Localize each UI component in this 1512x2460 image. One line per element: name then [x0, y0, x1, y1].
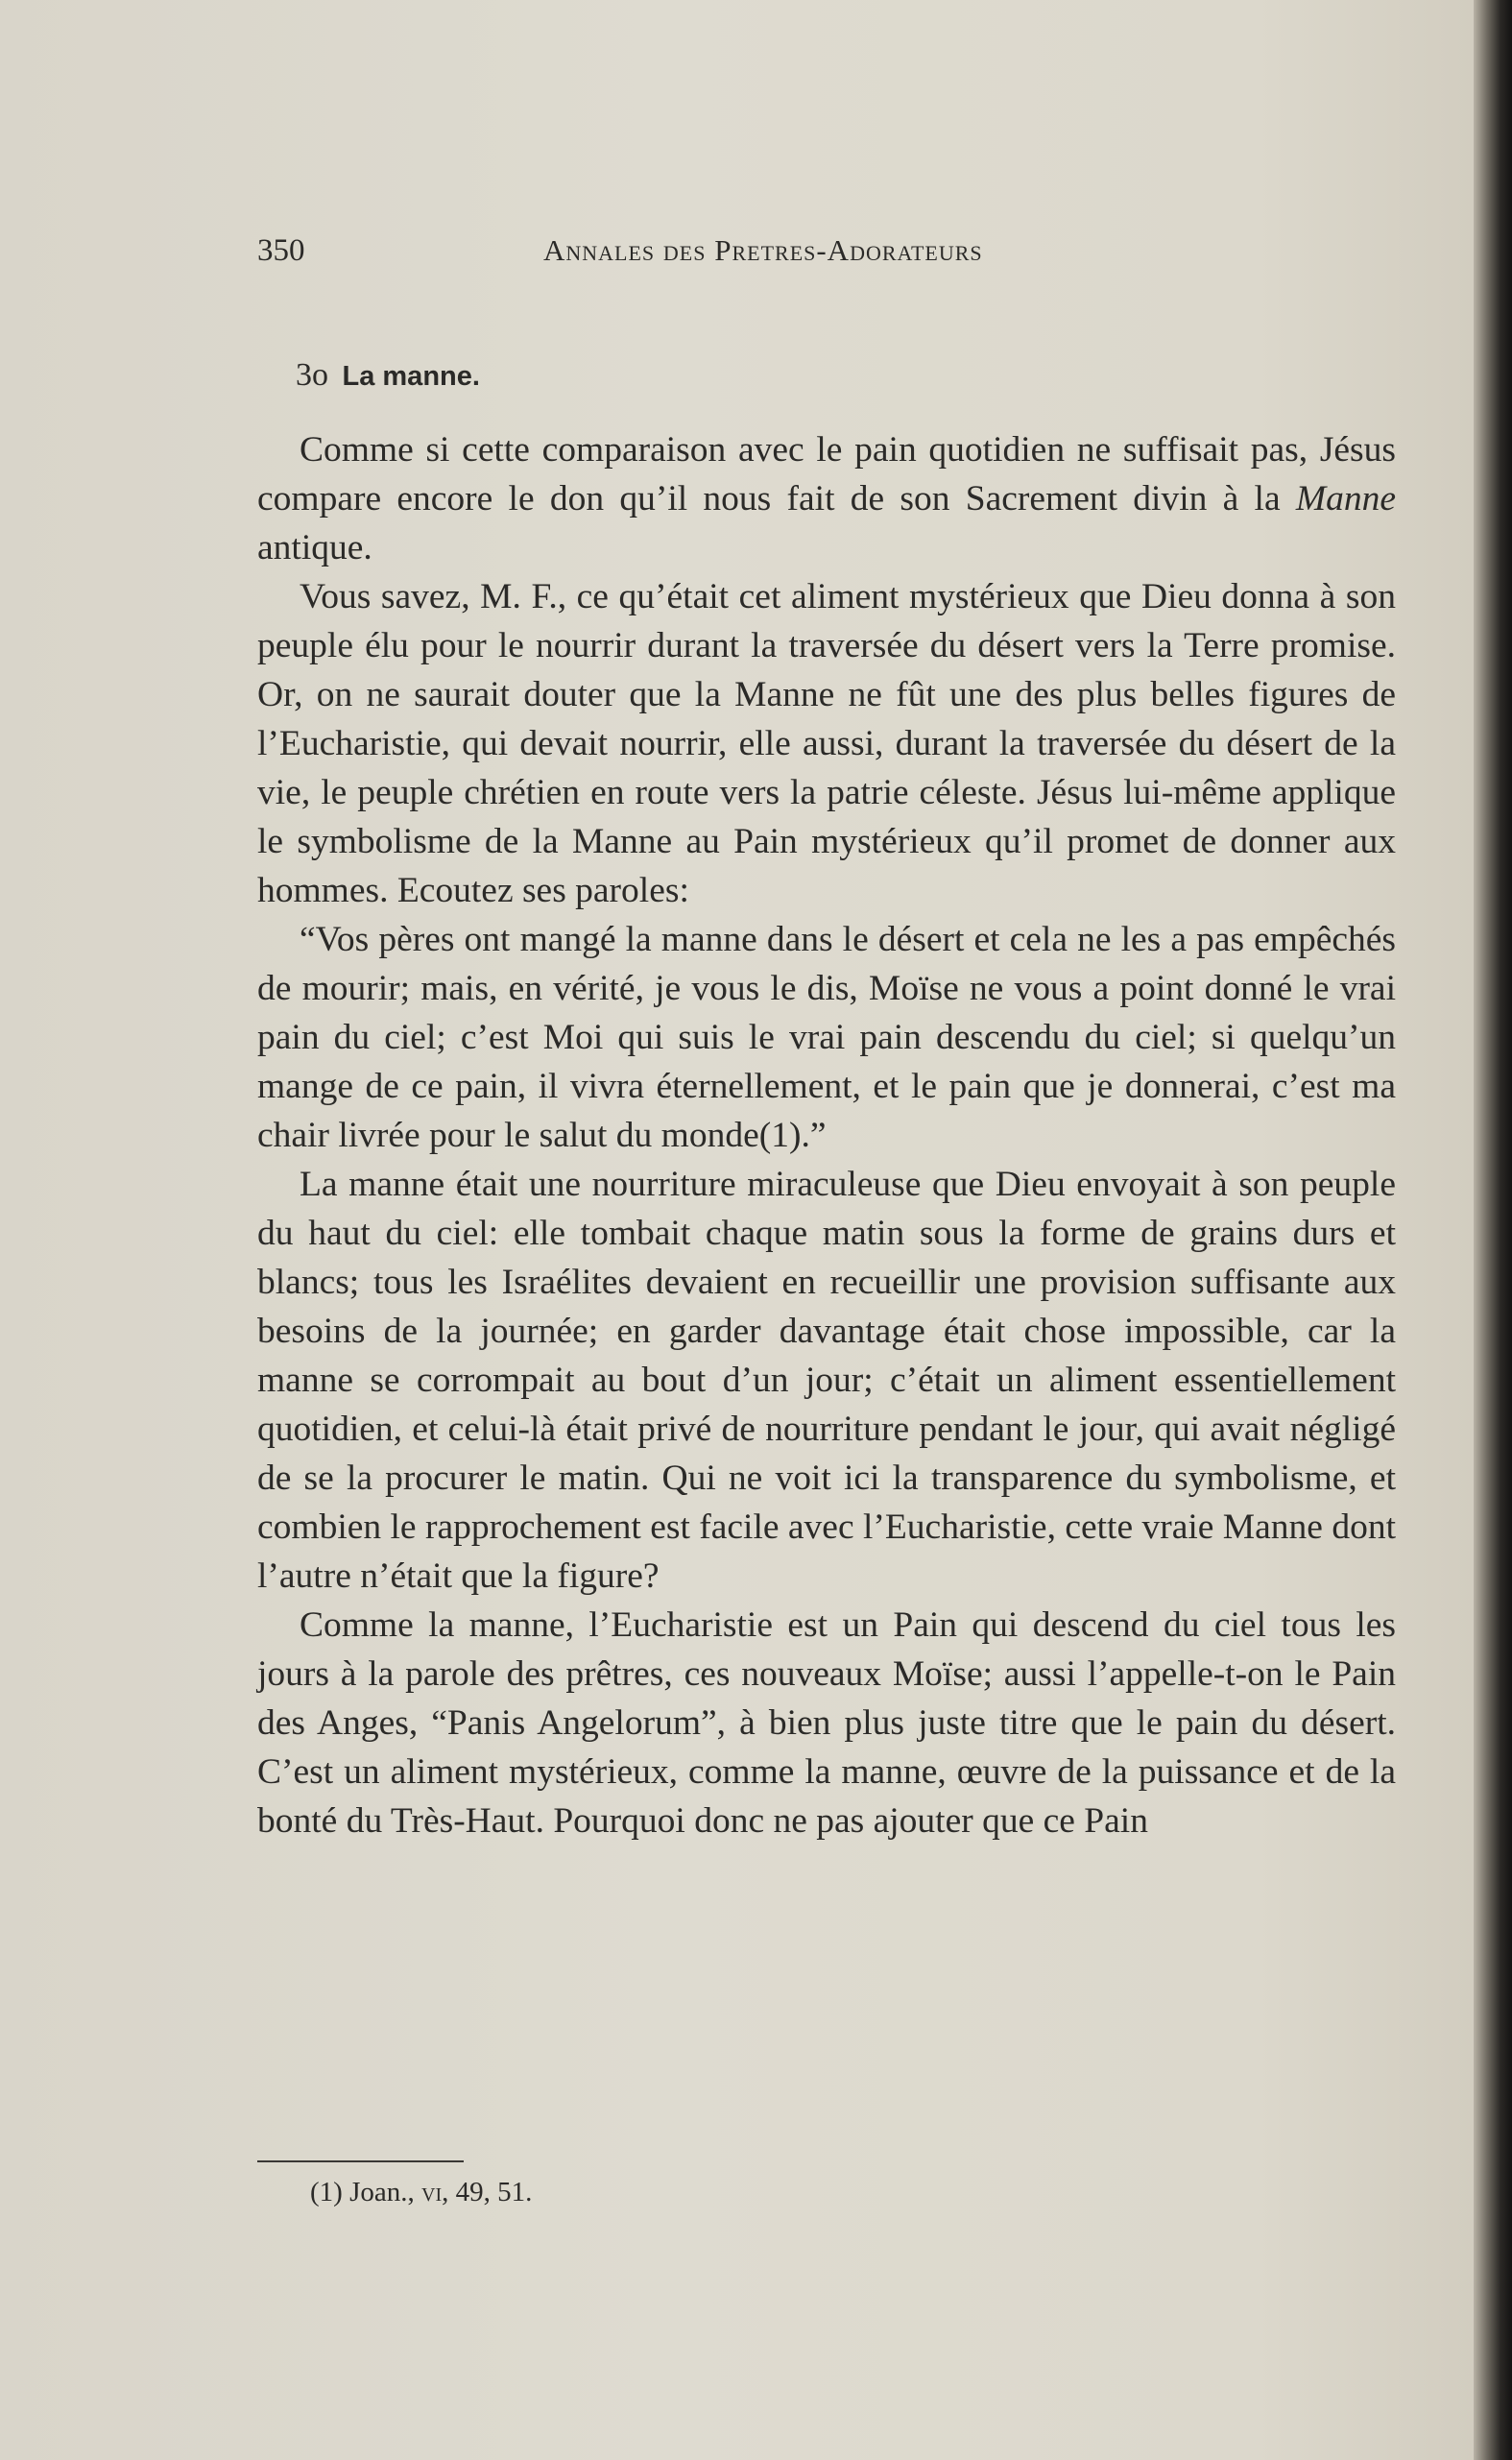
paragraph: Comme si cette comparaison avec le pain quotidien ne suffisait pas, Jésus compare encore le don qu’il nous fait de son Sacrement divin à la Manne antique. — [257, 430, 1396, 567]
emphasis-manne: Manne — [1295, 479, 1396, 519]
body-text — [257, 425, 1396, 1845]
paragraph: Vous savez, M. F., ce qu’était cet aliment mystérieux que Dieu donna à son peuple élu pour le nourrir durant la traversée du désert vers la Terre promise. Or, on ne saurait douter que la Manne ne fût une des plus belles figures de l’Eucharistie, qui devait nourrir, elle aussi, durant la traversée du désert de la vie, le peuple chrétien en route vers la patrie céleste. Jésus lui-même applique le symbolisme de la Manne au Pain mystérieux qu’il promet de donner aux hommes. Ecoutez ses paroles: — [257, 577, 1396, 910]
quotation-paragraph: “Vos pères ont mangé la manne dans le désert et cela ne les a pas empêchés de mourir; mais, en vérité, je vous le dis, Moïse ne vous a point donné le vrai pain du ciel; c’est Moi qui suis le vrai pain descendu du ciel; si quelqu’un mange de ce pain, il vivra éternellement, et le pain que je donnerai, c’est ma chair livrée pour le salut du monde(1).” — [257, 920, 1396, 1155]
footnote-source: Joan., — [349, 2177, 415, 2207]
running-header — [257, 233, 1396, 272]
running-title: Annales des Pretres-Adorateurs — [543, 233, 983, 267]
footnote — [310, 2177, 532, 2208]
section-heading — [296, 357, 480, 394]
footnote-marker: (1) — [310, 2177, 343, 2207]
paragraph: Comme la manne, l’Eucharistie est un Pain qui descend du ciel tous les jours à la parole des prêtres, ces nouveaux Moïse; aussi l’appelle-t-on le Pain des Anges, “Panis Angelorum”, à bien plus juste titre que le pain du désert. C’est un aliment mystérieux, comme la manne, œuvre de la puissance et de la bonté du Très-Haut. Pourquoi donc ne pas ajouter que ce Pain — [257, 1605, 1396, 1841]
footnote-divider — [257, 2160, 464, 2162]
footnote-verses: , 49, 51. — [442, 2177, 533, 2207]
paragraph: La manne était une nourriture miraculeuse que Dieu envoyait à son peuple du haut du ciel: elle tombait chaque matin sous la forme de grains durs et blancs; tous les Israélites devaient en recueillir une provision suffisante aux besoins de la journée; en garder davantage était chose impossible, car la manne se corrompait au bout d’un jour; c’était un aliment essentiellement quotidien, et celui-là était privé de nourriture pendant le jour, qui avait négligé de se la procurer le matin. Qui ne voit ici la transparence du symbolisme, et combien le rapprochement est facile avec l’Eucharistie, cette vraie Manne dont l’autre n’était que la figure? — [257, 1165, 1396, 1596]
section-title: La manne. — [342, 361, 480, 392]
book-spine-edge — [1474, 0, 1512, 2460]
page-number: 350 — [257, 233, 305, 268]
section-number: 3o — [296, 357, 328, 393]
footnote-chapter: vi — [421, 2177, 443, 2207]
